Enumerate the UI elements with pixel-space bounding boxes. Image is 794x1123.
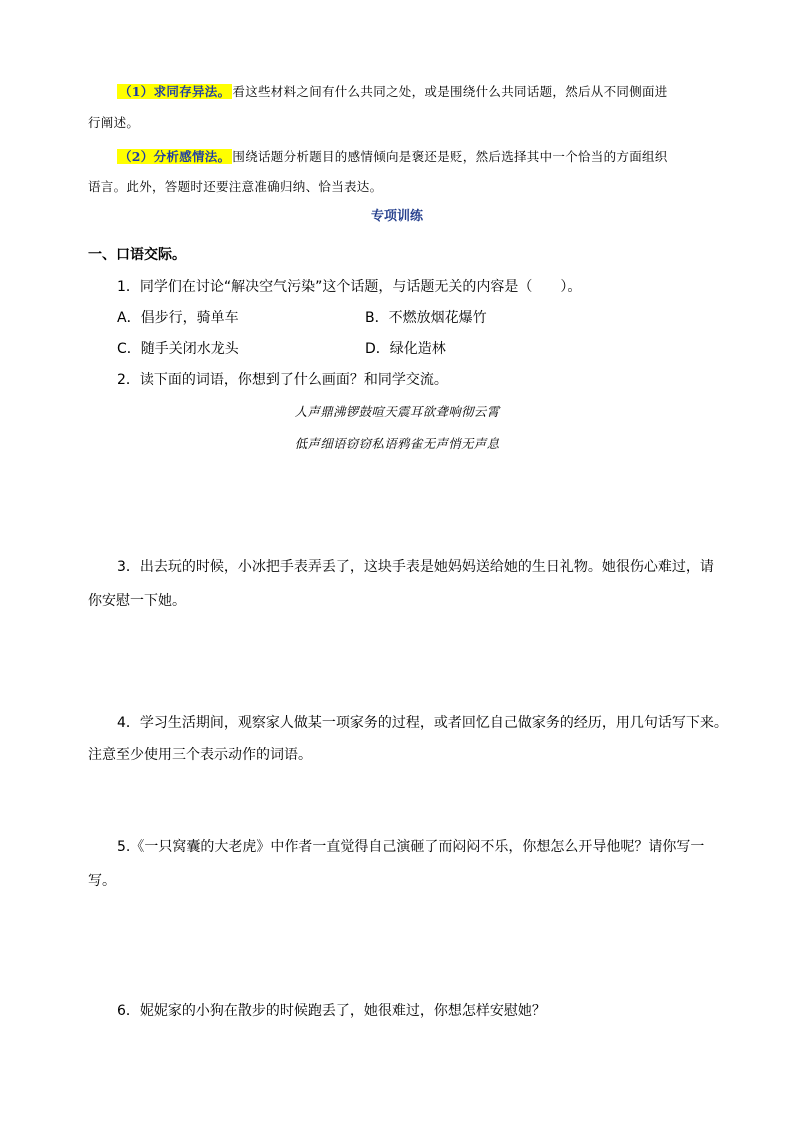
question-4-line1: 4．学习生活期间，观察家人做某一项家务的过程，或者回忆自己做家务的经历，用几句话写下来。 (117, 715, 728, 731)
q1-option-b: B．不燃放烟花爆竹 (365, 310, 487, 326)
question-4-line2: 注意至少使用三个表示动作的词语。 (88, 747, 312, 763)
tip2-text-line2: 语言。此外，答题时还要注意准确归纳、恰当表达。 (88, 179, 383, 194)
tip1-line1 (117, 82, 668, 102)
section-title: 专项训练 (370, 209, 423, 224)
q1-option-c: C．随手关闭水龙头 (117, 341, 239, 357)
tip2-label: （2）分析感情法。 (119, 149, 231, 164)
part1-heading: 一、口语交际。 (88, 247, 186, 263)
q2-words-line2: 低声细语窃窃私语鸦雀无声悄无声息 (294, 436, 500, 451)
q2-words-line1: 人声鼎沸锣鼓喧天震耳欲聋响彻云霄 (294, 404, 500, 419)
q1-option-d: D．绿化造林 (365, 341, 446, 357)
question-6: 6．妮妮家的小狗在散步的时候跑丢了，她很难过，你想怎样安慰她？ (117, 1003, 546, 1019)
tip2-text-line1: 围绕话题分析题目的感情倾向是褒还是贬，然后选择其中一个恰当的方面组织 (232, 149, 668, 164)
question-3-line1: 3．出去玩的时候，小冰把手表弄丢了，这块手表是她妈妈送给她的生日礼物。她很伤心难过，请 (117, 559, 714, 575)
question-3-line2: 你安慰一下她。 (88, 593, 186, 609)
question-2: 2．读下面的词语，你想到了什么画面？和同学交流。 (117, 372, 448, 388)
tip1-label: （1）求同存异法。 (119, 84, 231, 99)
question-5-line2: 写。 (88, 873, 116, 889)
tip1-text-line2: 行阐述。 (88, 115, 140, 130)
q1-option-a: A．倡步行，骑单车 (117, 310, 239, 326)
question-1: 1．同学们在讨论“解决空气污染”这个话题，与话题无关的内容是（ ）。 (117, 279, 582, 295)
tip2-line1 (117, 147, 668, 167)
tip1-text-line1: 看这些材料之间有什么共同之处，或是围绕什么共同话题，然后从不同侧面进 (232, 84, 668, 99)
question-5-line1: 5.《一只窝囊的大老虎》中作者一直觉得自己演砸了而闷闷不乐，你想怎么开导他呢？请你写一 (117, 839, 705, 855)
